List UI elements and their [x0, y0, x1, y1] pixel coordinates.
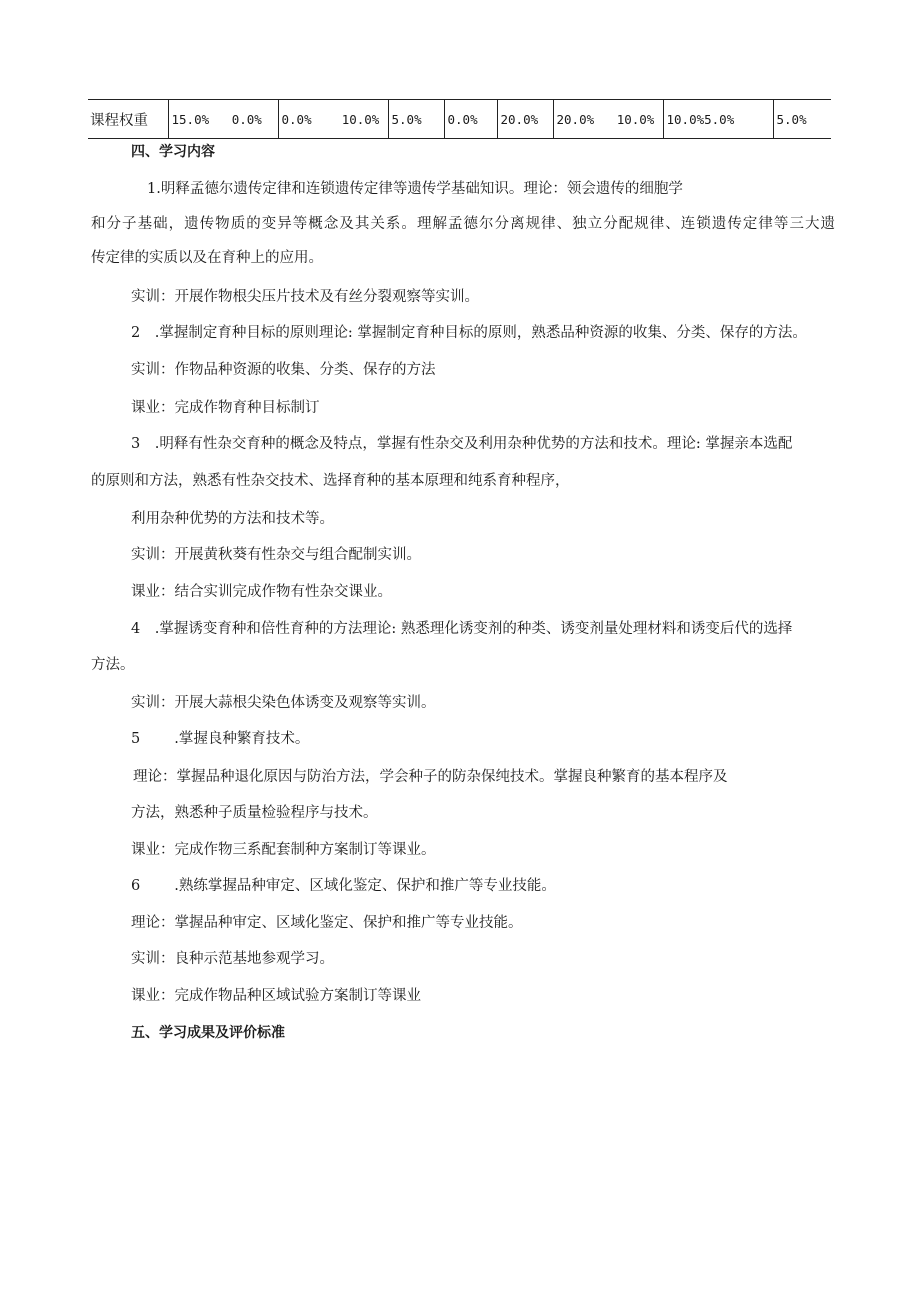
section-4-heading: 四、学习内容 [131, 144, 215, 160]
item-6-heading [131, 876, 556, 896]
item-1-line-3: 传定律的实质以及在育种上的应用。 [91, 250, 323, 266]
weight-cell: 10.0%5.0% [663, 100, 773, 139]
item-6-theory: 理论：掌握品种审定、区域化鉴定、保护和推广等专业技能。 [131, 915, 523, 931]
item-5-homework: 课业：完成作物三系配套制种方案制订等课业。 [131, 842, 436, 858]
item-3-line-3: 利用杂种优势的方法和技术等。 [131, 511, 334, 527]
item-6-practice: 实训：良种示范基地参观学习。 [131, 951, 334, 967]
item-3-line-2: 的原则和方法，熟悉有性杂交技术、选择育种的基本原理和纯系育种程序， [91, 473, 570, 489]
item-5-theory-2: 方法，熟悉种子质量检验程序与技术。 [131, 805, 378, 821]
row-label: 课程权重 [88, 100, 168, 139]
item-5-title: .掌握良种繁育技术。 [174, 731, 310, 747]
course-weight-table [88, 99, 831, 139]
item-3-practice: 实训：开展黄秋葵有性杂交与组合配制实训。 [131, 547, 421, 563]
weight-cell: 0.0% [444, 100, 497, 139]
item-3-line-1: 3 .明释有性杂交育种的概念及特点，掌握有性杂交及利用杂种优势的方法和技术。理论: 掌握亲本选配 [131, 436, 793, 452]
weight-cell: 5.0% [388, 100, 444, 139]
item-2-practice: 实训：作物品种资源的收集、分类、保存的方法 [131, 362, 436, 378]
item-6-title: .熟练掌握品种审定、区域化鉴定、保护和推广等专业技能。 [174, 878, 556, 894]
weight-cell: 20.0% 10.0% [553, 100, 663, 139]
item-5-theory-1: 理论：掌握品种退化原因与防治方法，学会种子的防杂保纯技术。掌握良种繁育的基本程序及 [133, 769, 728, 785]
item-4-line-1: 4 .掌握诱变育种和倍性育种的方法理论: 熟悉理化诱变剂的种类、诱变剂量处理材料和诱变后代的选择 [131, 621, 793, 637]
item-5-heading [131, 729, 309, 749]
weight-cell: 5.0% [773, 100, 831, 139]
item-2-line-1: 2 .掌握制定育种目标的原则理论: 掌握制定育种目标的原则，熟悉品种资源的收集、分类、保存的方法。 [131, 325, 807, 341]
table-row [88, 100, 831, 139]
weight-cell: 0.0% 10.0% [278, 100, 388, 139]
weight-cell: 15.0% 0.0% [168, 100, 278, 139]
item-3-homework: 课业：结合实训完成作物有性杂交课业。 [131, 584, 392, 600]
item-6-number: 6 [131, 878, 141, 894]
item-1-line-2: 和分子基础，遗传物质的变异等概念及其关系。理解孟德尔分离规律、独立分配规律、连锁遗传定律等三大遗 [91, 216, 835, 232]
item-4-line-2: 方法。 [91, 657, 135, 673]
section-5-heading: 五、学习成果及评价标准 [131, 1025, 285, 1041]
item-1-practice: 实训：开展作物根尖压片技术及有丝分裂观察等实训。 [131, 289, 479, 305]
item-2-homework: 课业：完成作物育种目标制订 [131, 400, 320, 416]
item-1-line-1: 1.明释孟德尔遗传定律和连锁遗传定律等遗传学基础知识。理论：领会遗传的细胞学 [147, 181, 683, 197]
item-6-homework: 课业：完成作物品种区域试验方案制订等课业 [131, 988, 421, 1004]
item-4-practice: 实训：开展大蒜根尖染色体诱变及观察等实训。 [131, 695, 436, 711]
item-5-number: 5 [131, 731, 141, 747]
weight-cell: 20.0% [497, 100, 553, 139]
